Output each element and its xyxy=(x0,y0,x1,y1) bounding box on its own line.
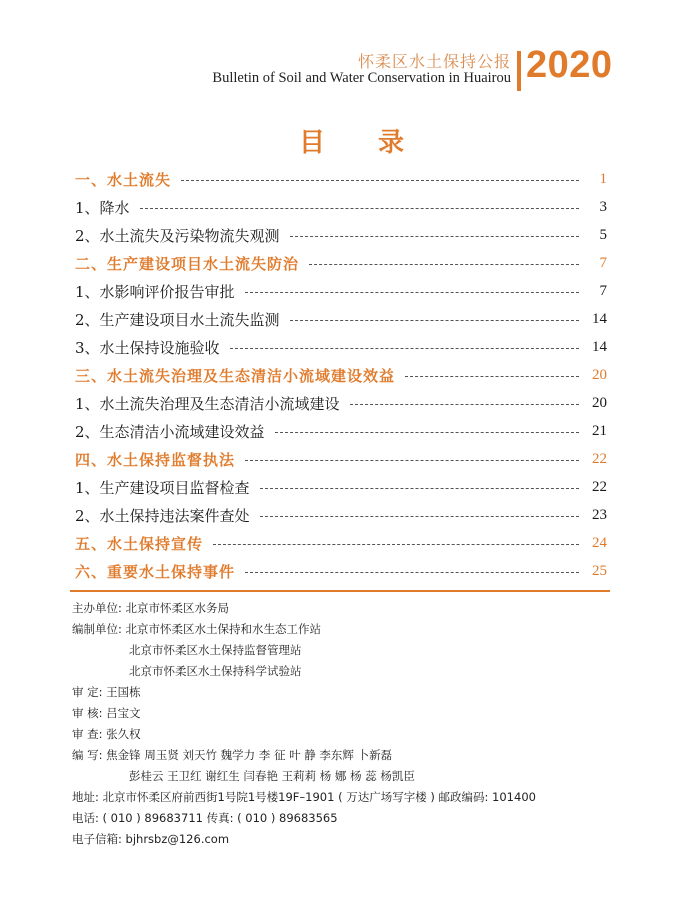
toc-entry-label: 一、水土流失 xyxy=(75,170,172,189)
toc-entry[interactable] xyxy=(75,249,607,277)
toc-entry[interactable] xyxy=(75,193,607,221)
dot-leader xyxy=(230,348,579,349)
toc-entry[interactable] xyxy=(75,417,607,445)
toc-entry-label: 1、水影响评价报告审批 xyxy=(75,282,235,301)
toc-entry[interactable] xyxy=(75,305,607,333)
credit-address: 地址: 北京市怀柔区府前西街1号院1号楼19F–1901 ( 万达广场写字楼 ) 邮政编码: 101400 xyxy=(72,790,536,804)
dot-leader xyxy=(275,432,579,433)
dot-leader xyxy=(245,292,579,293)
credit-compiler-3: 北京市怀柔区水土保持科学试验站 xyxy=(129,664,302,678)
dot-leader xyxy=(290,236,579,237)
toc-heading: 目 录 xyxy=(298,128,427,158)
dot-leader xyxy=(350,404,579,405)
toc-entry[interactable] xyxy=(75,333,607,361)
toc-entry[interactable] xyxy=(75,389,607,417)
credit-phone: 电话: ( 010 ) 89683711 传真: ( 010 ) 89683565 xyxy=(72,811,338,825)
header-divider xyxy=(517,51,521,91)
toc-entry-label: 五、水土保持宣传 xyxy=(75,534,204,553)
toc-entry[interactable] xyxy=(75,221,607,249)
credit-writers: 编 写: 焦金锋 周玉贤 刘天竹 魏学力 李 征 叶 静 李东辉 卜新磊 xyxy=(72,748,393,762)
toc-entry-label: 2、生态清洁小流域建设效益 xyxy=(75,422,265,441)
toc-entry-page: 5 xyxy=(599,226,607,243)
toc-entry-page: 1 xyxy=(599,170,607,187)
dot-leader xyxy=(245,460,579,461)
toc-entry-page: 20 xyxy=(592,394,607,411)
dot-leader xyxy=(309,264,579,265)
credit-sponsor: 主办单位: 北京市怀柔区水务局 xyxy=(72,601,230,615)
divider-rule xyxy=(70,590,610,592)
credit-approver: 审 定: 王国栋 xyxy=(72,685,141,699)
toc-entry-page: 14 xyxy=(592,310,607,327)
toc-entry-label: 三、水土流失治理及生态清洁小流域建设效益 xyxy=(75,366,396,385)
credit-reviewer: 审 核: 吕宝文 xyxy=(72,706,141,720)
toc-entry-page: 3 xyxy=(599,198,607,215)
dot-leader xyxy=(260,516,579,517)
toc-entry-page: 25 xyxy=(592,562,607,579)
credit-compiler: 编制单位: 北京市怀柔区水土保持和水生态工作站 xyxy=(72,622,322,636)
dot-leader xyxy=(140,208,579,209)
credit-writers-2: 彭桂云 王卫红 谢红生 闫春艳 王莉莉 杨 娜 杨 蕊 杨凯臣 xyxy=(129,769,415,783)
toc-entry[interactable] xyxy=(75,529,607,557)
credit-inspector: 审 查: 张久权 xyxy=(72,727,141,741)
dot-leader xyxy=(290,320,579,321)
toc-entry[interactable] xyxy=(75,361,607,389)
toc-entry-label: 六、重要水土保持事件 xyxy=(75,562,236,581)
toc-entry-page: 21 xyxy=(592,422,607,439)
toc-entry[interactable] xyxy=(75,277,607,305)
toc-entry[interactable] xyxy=(75,473,607,501)
credits-block xyxy=(72,598,632,850)
toc-entry-page: 24 xyxy=(592,534,607,551)
toc-entry-page: 22 xyxy=(592,450,607,467)
toc-entry-label: 1、生产建设项目监督检查 xyxy=(75,478,250,497)
toc-entry-label: 2、水土流失及污染物流失观测 xyxy=(75,226,280,245)
toc-entry-label: 2、生产建设项目水土流失监测 xyxy=(75,310,280,329)
toc-entry-label: 四、水土保持监督执法 xyxy=(75,450,236,469)
credit-email[interactable]: 电子信箱: bjhrsbz@126.com xyxy=(72,832,230,846)
toc-entry-label: 1、水土流失治理及生态清洁小流域建设 xyxy=(75,394,340,413)
credit-compiler-2: 北京市怀柔区水土保持监督管理站 xyxy=(129,643,302,657)
toc-entry-page: 23 xyxy=(592,506,607,523)
toc-entry[interactable] xyxy=(75,501,607,529)
dot-leader xyxy=(260,488,579,489)
toc-entry-label: 1、降水 xyxy=(75,198,130,217)
dot-leader xyxy=(245,572,579,573)
toc-entry-label: 3、水土保持设施验收 xyxy=(75,338,220,357)
toc-entry-label: 二、生产建设项目水土流失防治 xyxy=(75,254,300,273)
header-year: 2020 xyxy=(526,44,613,86)
toc-entry-page: 20 xyxy=(592,366,607,383)
toc-entry[interactable] xyxy=(75,557,607,585)
dot-leader xyxy=(405,376,579,377)
dot-leader xyxy=(213,544,579,545)
toc-entry-page: 14 xyxy=(592,338,607,355)
header-title-cn: 怀柔区水土保持公报 xyxy=(357,52,511,71)
toc-entry-page: 7 xyxy=(599,254,607,271)
dot-leader xyxy=(181,180,579,181)
toc-entry[interactable] xyxy=(75,445,607,473)
toc-entry-page: 22 xyxy=(592,478,607,495)
header-title-en: Bulletin of Soil and Water Conservation in Huairou xyxy=(212,70,511,86)
toc-entry[interactable] xyxy=(75,165,607,193)
toc-entry-page: 7 xyxy=(599,282,607,299)
toc-entry-label: 2、水土保持违法案件查处 xyxy=(75,506,250,525)
